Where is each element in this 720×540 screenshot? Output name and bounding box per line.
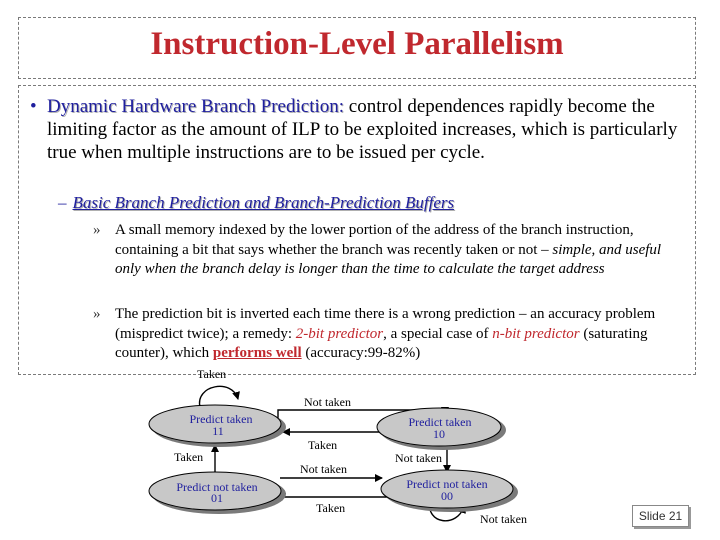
state-11-label: Predict taken bbox=[189, 412, 253, 426]
slide-title: Instruction-Level Parallelism bbox=[150, 26, 564, 62]
state-01-label: Predict not taken bbox=[176, 480, 258, 494]
subbullet-marker: – bbox=[58, 193, 67, 212]
bullet-term: Dynamic Hardware Branch Prediction: bbox=[47, 96, 345, 117]
transition-label: Taken bbox=[174, 450, 204, 464]
state-01-code: 01 bbox=[211, 491, 223, 505]
n-bit-predictor-term: n-bit predictor bbox=[492, 325, 580, 342]
bullet-text: control dependences rapidly become the limiting factor as the amount of ILP to be exploited increases, which is particularly true when multiple instructions are to be issued per cycle. bbox=[47, 96, 678, 163]
point-text: (saturating counter), which bbox=[115, 325, 648, 362]
transition-label: Taken bbox=[308, 438, 338, 452]
point-text: A small memory indexed by the lower portion of the address of the branch instruction, containing a bit that says whether the branch was recently taken or not – bbox=[115, 222, 634, 258]
point-italic-text: simple, and useful only when the branch delay is longer than the time to calculate the target address bbox=[115, 241, 662, 278]
point-text: , a special case of bbox=[383, 325, 493, 342]
state-10-code: 10 bbox=[433, 427, 445, 441]
state-10-label: Predict taken bbox=[408, 415, 472, 429]
point-text: (accuracy:99-82%) bbox=[301, 345, 421, 362]
point-marker: » bbox=[93, 222, 101, 238]
self-loop-arrow-11 bbox=[200, 386, 238, 407]
point-text: The prediction bit is inverted each time there is a wrong prediction – an accuracy problem (mispredict twice); a remedy: bbox=[115, 306, 656, 342]
subbullet-text: Basic Branch Prediction and Branch-Prediction Buffers bbox=[72, 193, 455, 212]
transition-label: Taken bbox=[316, 501, 346, 515]
bullet-marker: • bbox=[30, 96, 37, 117]
state-11-code: 11 bbox=[212, 424, 224, 438]
performs-well-term: performs well bbox=[212, 345, 302, 362]
two-bit-predictor-term: 2-bit predictor bbox=[295, 325, 384, 342]
state-00-code: 00 bbox=[441, 489, 453, 503]
transition-label: Taken bbox=[197, 367, 227, 381]
transition-label: Not taken bbox=[304, 395, 351, 409]
transition-label: Not taken bbox=[480, 512, 527, 526]
transition-label: Not taken bbox=[300, 462, 347, 476]
transition-label: Not taken bbox=[395, 451, 442, 465]
point-marker: » bbox=[93, 306, 101, 322]
state-00-label: Predict not taken bbox=[406, 477, 488, 491]
slide-number: Slide 21 bbox=[632, 505, 689, 527]
